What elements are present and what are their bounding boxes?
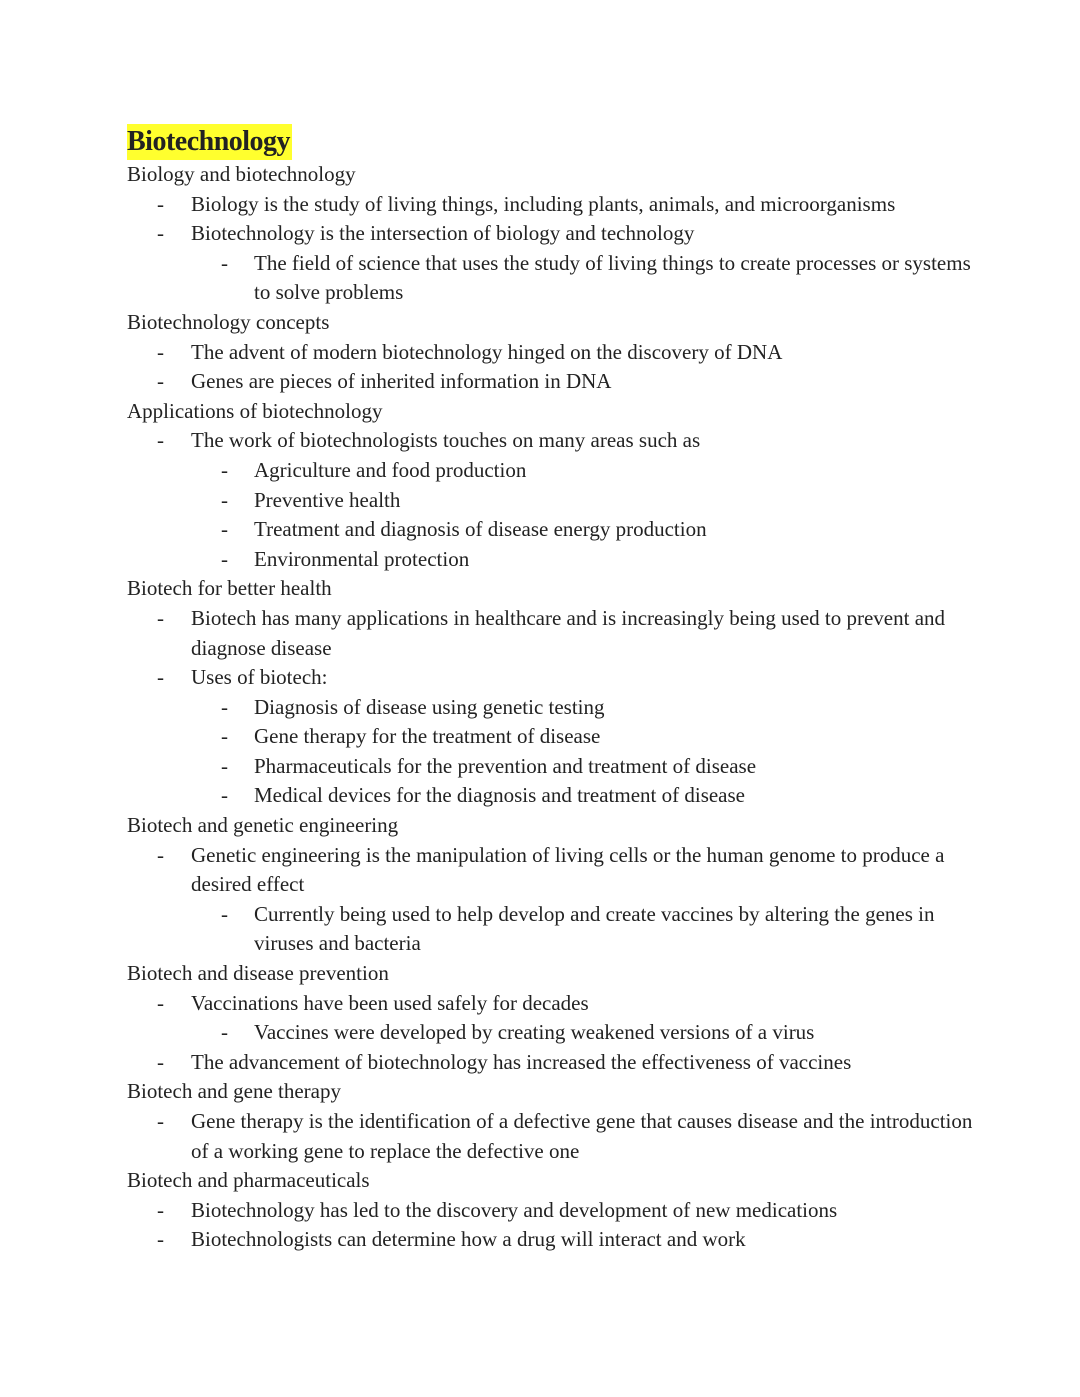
section-heading: Biology and biotechnology xyxy=(127,162,356,186)
section-heading: Applications of biotechnology xyxy=(127,398,383,423)
bullet-item xyxy=(127,604,987,663)
sub-bullet-item xyxy=(127,1018,987,1048)
dash-bullet-marker: - xyxy=(157,1109,164,1133)
dash-bullet-marker: - xyxy=(157,990,164,1015)
bullet-text: Preventive health xyxy=(254,487,401,512)
dash-bullet-marker: - xyxy=(221,783,228,808)
dash-bullet-marker: - xyxy=(221,753,228,778)
bullet-text: The advancement of biotechnology has increased the effectiveness of vaccines xyxy=(191,1049,852,1074)
bullet-text: Biotechnologists can determine how a drug will interact and work xyxy=(191,1227,746,1252)
sub-bullet-item xyxy=(127,515,987,545)
title-highlight: Biotechnology xyxy=(127,124,292,160)
dash-bullet-marker: - xyxy=(221,694,228,719)
dash-bullet-marker: - xyxy=(221,546,228,571)
dash-bullet-marker: - xyxy=(157,339,164,364)
section xyxy=(127,811,987,959)
bullet-item xyxy=(127,663,987,693)
bullet-text: Vaccinations have been used safely for decades xyxy=(191,990,589,1015)
bullet-text: The field of science that uses the study of living things to create processes or systems to solve problems xyxy=(254,250,971,305)
sub-bullet-item xyxy=(127,781,987,811)
bullet-text: Gene therapy is the identification of a defective gene that causes disease and the introduction of a working gene to replace the defective one xyxy=(191,1109,973,1163)
sub-bullet-item xyxy=(127,456,987,486)
bullet-text: Biotech has many applications in healthcare and is increasingly being used to prevent and diagnose disease xyxy=(191,605,946,660)
bullet-text: The advent of modern biotechnology hinged on the discovery of DNA xyxy=(191,339,783,364)
bullet-list xyxy=(127,841,987,959)
sub-bullet-item xyxy=(127,752,987,782)
section xyxy=(127,1077,987,1166)
bullet-list xyxy=(127,1107,987,1166)
document-page xyxy=(127,124,987,1255)
bullet-text: Agriculture and food production xyxy=(254,457,527,482)
bullet-item xyxy=(127,1196,987,1226)
dash-bullet-marker: - xyxy=(157,428,164,453)
notes-body xyxy=(127,160,987,1255)
bullet-item xyxy=(127,367,987,397)
bullet-text: Biotechnology is the intersection of biology and technology xyxy=(191,221,695,246)
bullet-item xyxy=(127,426,987,456)
dash-bullet-marker: - xyxy=(157,605,164,630)
bullet-text: Gene therapy for the treatment of disease xyxy=(254,724,601,749)
dash-bullet-marker: - xyxy=(157,1197,164,1222)
section xyxy=(127,1166,987,1255)
bullet-text: Pharmaceuticals for the prevention and treatment of disease xyxy=(254,753,757,778)
bullet-text: Uses of biotech: xyxy=(191,665,328,690)
bullet-item xyxy=(127,338,987,368)
dash-bullet-marker: - xyxy=(157,1049,164,1074)
bullet-item xyxy=(127,989,987,1019)
sub-bullet-item xyxy=(127,722,987,752)
bullet-list xyxy=(127,338,987,397)
dash-bullet-marker: - xyxy=(157,221,164,246)
bullet-text: Diagnosis of disease using genetic testing xyxy=(254,694,605,719)
bullet-text: Biotechnology has led to the discovery and development of new medications xyxy=(191,1197,838,1222)
sub-bullet-item xyxy=(127,900,987,959)
section xyxy=(127,959,987,1077)
sub-bullet-item xyxy=(127,545,987,575)
section-heading: Biotechnology concepts xyxy=(127,309,330,334)
bullet-item xyxy=(127,219,987,249)
bullet-text: Currently being used to help develop and create vaccines by altering the genes in viruses and bacteria xyxy=(254,901,935,956)
dash-bullet-marker: - xyxy=(221,1020,228,1045)
bullet-list xyxy=(127,1196,987,1255)
sub-bullet-item xyxy=(127,249,987,308)
bullet-item xyxy=(127,190,987,220)
dash-bullet-marker: - xyxy=(157,842,164,867)
bullet-text: The work of biotechnologists touches on many areas such as xyxy=(191,428,701,453)
section xyxy=(127,308,987,397)
bullet-list xyxy=(127,190,987,308)
dash-bullet-marker: - xyxy=(157,1227,164,1252)
section-heading: Biotech and genetic engineering xyxy=(127,813,399,838)
section xyxy=(127,160,987,308)
bullet-item xyxy=(127,1048,987,1078)
bullet-list xyxy=(127,989,987,1078)
bullet-text: Genetic engineering is the manipulation of living cells or the human genome to produce a desired effect xyxy=(191,842,945,897)
dash-bullet-marker: - xyxy=(221,901,228,926)
dash-bullet-marker: - xyxy=(157,369,164,394)
section-heading: Biotech and disease prevention xyxy=(127,961,389,986)
dash-bullet-marker: - xyxy=(221,457,228,482)
document-title xyxy=(127,124,987,160)
dash-bullet-marker: - xyxy=(221,250,228,275)
bullet-item xyxy=(127,1225,987,1255)
bullet-text: Biology is the study of living things, including plants, animals, and microorganisms xyxy=(191,191,896,216)
section-heading: Biotech and pharmaceuticals xyxy=(127,1168,370,1193)
bullet-list xyxy=(127,604,987,811)
bullet-text: Environmental protection xyxy=(254,546,470,571)
section xyxy=(127,574,987,811)
bullet-item xyxy=(127,1107,987,1166)
sub-bullet-item xyxy=(127,693,987,723)
section xyxy=(127,397,987,575)
bullet-item xyxy=(127,841,987,900)
dash-bullet-marker: - xyxy=(157,665,164,690)
bullet-text: Genes are pieces of inherited information in DNA xyxy=(191,369,612,394)
dash-bullet-marker: - xyxy=(157,191,164,216)
bullet-list xyxy=(127,426,987,574)
bullet-text: Vaccines were developed by creating weakened versions of a virus xyxy=(254,1020,815,1045)
section-heading: Biotech and gene therapy xyxy=(127,1079,341,1104)
bullet-text: Medical devices for the diagnosis and treatment of disease xyxy=(254,783,745,808)
section-heading: Biotech for better health xyxy=(127,576,332,601)
dash-bullet-marker: - xyxy=(221,724,228,749)
dash-bullet-marker: - xyxy=(221,517,228,542)
bullet-text: Treatment and diagnosis of disease energy production xyxy=(254,517,707,542)
dash-bullet-marker: - xyxy=(221,487,228,512)
sub-bullet-item xyxy=(127,486,987,516)
